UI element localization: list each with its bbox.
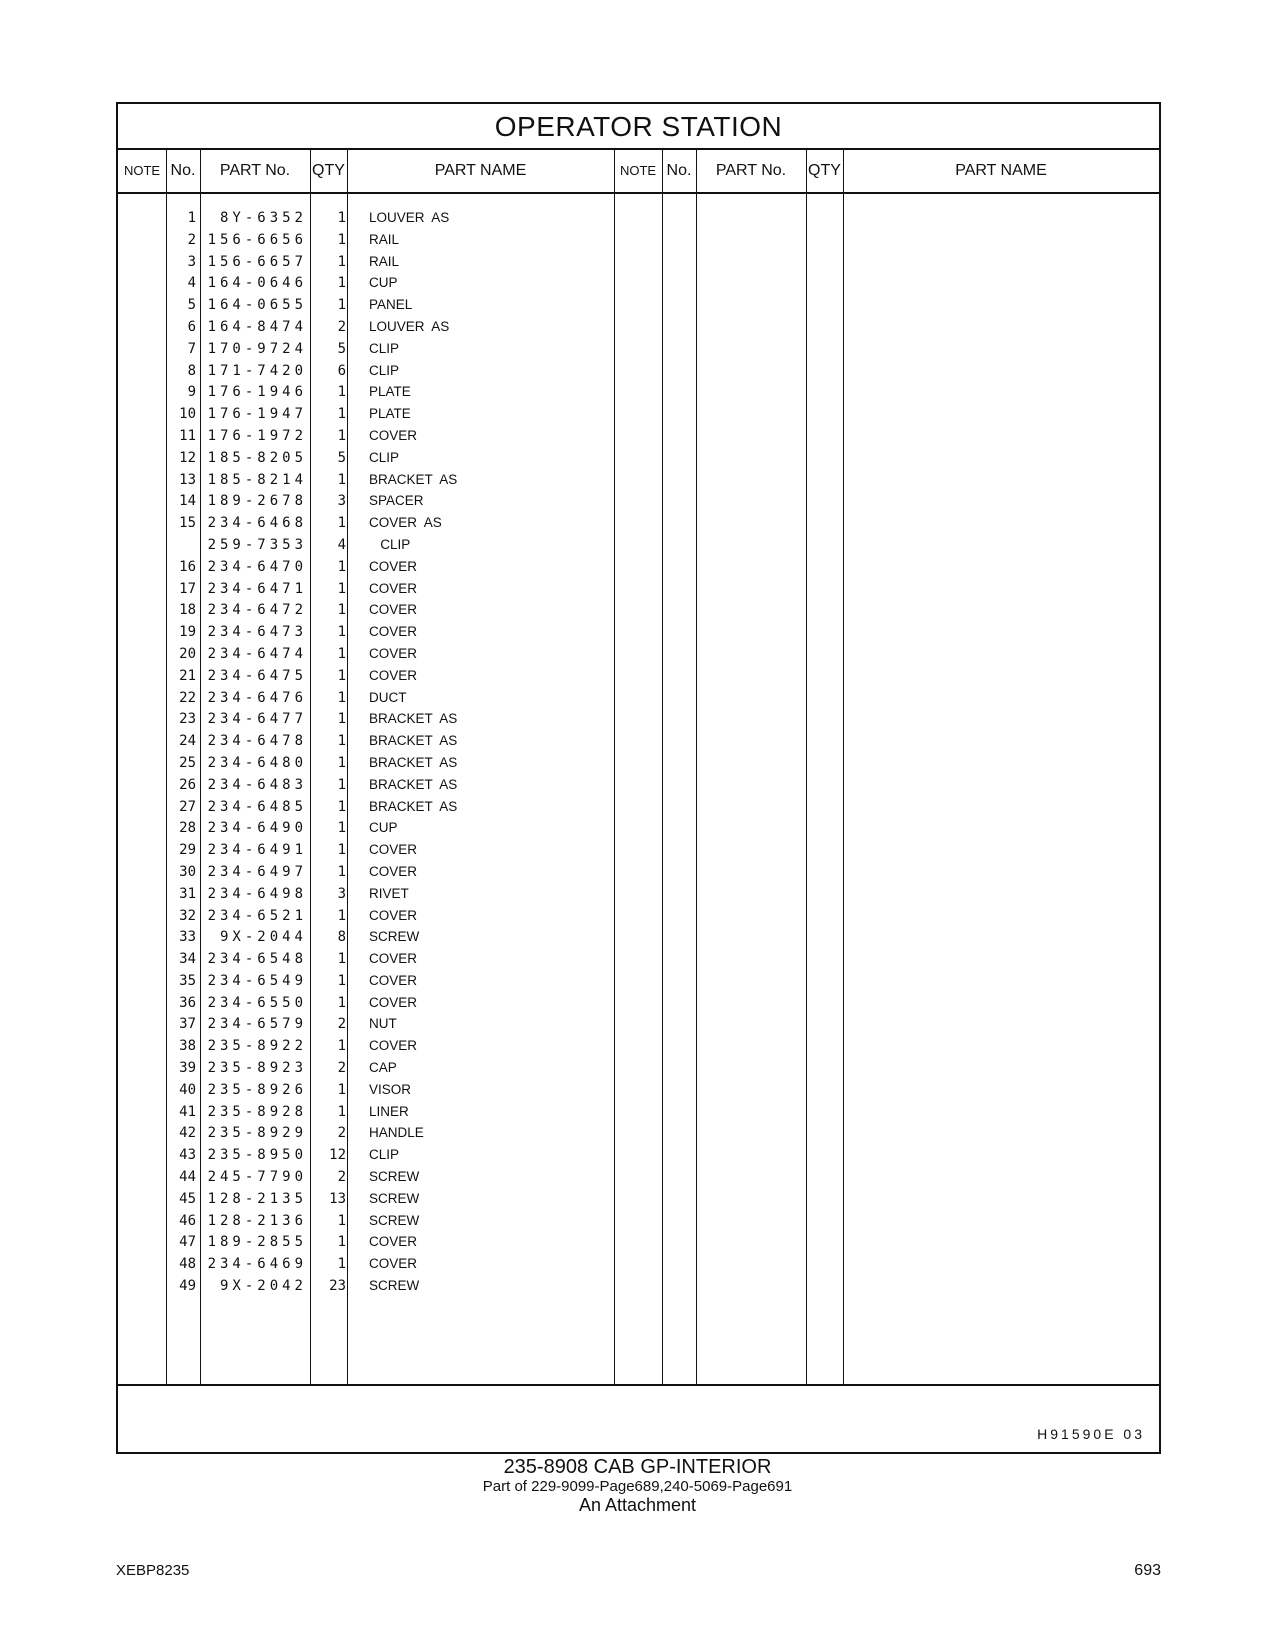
document-id: XEBP8235 (116, 1562, 190, 1579)
part-name: BRACKET AS (369, 471, 458, 487)
part-number: 189-2855 (207, 1234, 307, 1251)
table-row (118, 535, 1159, 557)
table-row (118, 1232, 1159, 1254)
part-name: NUT (369, 1016, 397, 1032)
part-item-number: 35 (179, 972, 196, 989)
part-name: COVER (369, 624, 418, 640)
part-name: BRACKET AS (369, 711, 458, 727)
part-number: 234-6579 (207, 1016, 307, 1033)
part-number: 164-0655 (207, 297, 307, 314)
table-row (118, 1145, 1159, 1167)
table-row (118, 1036, 1159, 1058)
part-number: 234-6469 (207, 1256, 307, 1273)
table-row (118, 993, 1159, 1015)
table-row (118, 731, 1159, 753)
part-name: PANEL (369, 297, 413, 313)
part-item-number: 9 (187, 384, 196, 401)
table-row (118, 622, 1159, 644)
part-quantity: 6 (337, 362, 346, 379)
part-item-number: 2 (187, 231, 196, 248)
part-number: 171-7420 (207, 362, 307, 379)
part-number: 234-6478 (207, 733, 307, 750)
table-row (118, 949, 1159, 971)
part-name: RAIL (369, 231, 400, 247)
header-note: NOTE (123, 163, 161, 178)
part-number: 234-6548 (207, 951, 307, 968)
part-item-number: 45 (179, 1190, 196, 1207)
part-number: 234-6498 (207, 885, 307, 902)
part-item-number: 16 (179, 558, 196, 575)
part-number: 234-6480 (207, 754, 307, 771)
table-row (118, 513, 1159, 535)
part-quantity: 1 (337, 820, 346, 837)
part-number: 9X-2044 (219, 929, 307, 946)
part-quantity: 1 (337, 1038, 346, 1055)
table-row (118, 1189, 1159, 1211)
part-name: SCREW (369, 1169, 420, 1185)
table-row (118, 230, 1159, 252)
part-name: SCREW (369, 1190, 420, 1206)
part-quantity: 1 (337, 427, 346, 444)
table-row (118, 404, 1159, 426)
part-name: CLIP (369, 1147, 400, 1163)
part-item-number: 49 (179, 1278, 196, 1295)
part-number: 170-9724 (207, 340, 307, 357)
table-row (118, 927, 1159, 949)
part-item-number: 13 (179, 471, 196, 488)
header-part-no-right: PART No. (715, 162, 787, 179)
part-quantity: 1 (337, 210, 346, 226)
part-quantity: 1 (337, 1212, 346, 1229)
part-number: 185-8205 (207, 449, 307, 466)
part-name: COVER (369, 994, 418, 1010)
part-quantity: 1 (337, 1256, 346, 1273)
table-row (118, 906, 1159, 928)
table-row (118, 339, 1159, 361)
part-item-number: 44 (179, 1169, 196, 1186)
part-quantity: 2 (337, 1060, 346, 1077)
part-item-number: 26 (179, 776, 196, 793)
parts-list (118, 208, 1159, 1298)
part-quantity: 5 (337, 449, 346, 466)
table-row (118, 644, 1159, 666)
part-item-number: 28 (179, 820, 196, 837)
part-item-number: 6 (187, 318, 196, 335)
part-quantity: 1 (337, 754, 346, 771)
part-name: COVER (369, 667, 418, 683)
part-name: LOUVER AS (369, 318, 450, 334)
part-name: CUP (369, 820, 398, 836)
part-item-number: 23 (179, 711, 196, 728)
part-quantity: 1 (337, 1103, 346, 1120)
part-number: 156-6657 (207, 253, 307, 270)
header-part-name-right: PART NAME (955, 162, 1047, 179)
part-number: 245-7790 (207, 1169, 307, 1186)
part-item-number: 43 (179, 1147, 196, 1164)
part-quantity: 1 (337, 645, 346, 662)
part-quantity: 1 (337, 253, 346, 270)
part-item-number: 25 (179, 754, 196, 771)
part-item-number: 8 (187, 362, 196, 379)
part-quantity: 1 (337, 842, 346, 859)
part-name: COVER (369, 645, 418, 661)
table-row (118, 1167, 1159, 1189)
part-name: CLIP (369, 340, 400, 356)
part-name: CLIP (369, 449, 400, 465)
table-row (118, 579, 1159, 601)
part-quantity: 1 (337, 667, 346, 684)
part-number: 235-8929 (207, 1125, 307, 1142)
part-item-number: 22 (179, 689, 196, 706)
part-quantity: 1 (337, 515, 346, 532)
part-item-number: 5 (187, 297, 196, 314)
part-quantity: 2 (337, 1016, 346, 1033)
part-quantity: 3 (337, 493, 346, 510)
table-row (118, 600, 1159, 622)
part-quantity: 1 (337, 1081, 346, 1098)
part-number: 235-8922 (207, 1038, 307, 1055)
part-number: 234-6471 (207, 580, 307, 597)
header-no: No. (170, 162, 196, 179)
part-quantity: 1 (337, 907, 346, 924)
figure-caption (0, 1456, 1275, 1515)
part-item-number: 31 (179, 885, 196, 902)
part-number: 234-6472 (207, 602, 307, 619)
part-quantity: 1 (337, 689, 346, 706)
part-number: 185-8214 (207, 471, 307, 488)
part-quantity: 1 (337, 297, 346, 314)
table-row (118, 753, 1159, 775)
table-row (118, 491, 1159, 513)
part-quantity: 1 (337, 231, 346, 248)
part-name: PLATE (369, 384, 411, 400)
table-row (118, 1102, 1159, 1124)
part-name: RIVET (369, 885, 409, 901)
part-item-number: 47 (179, 1234, 196, 1251)
table-header-row (118, 150, 1159, 194)
header-qty: QTY (312, 162, 345, 179)
part-quantity: 5 (337, 340, 346, 357)
part-number: 8Y-6352 (219, 210, 307, 226)
table-row (118, 295, 1159, 317)
part-number: 234-6497 (207, 863, 307, 880)
part-item-number: 37 (179, 1016, 196, 1033)
header-part-name: PART NAME (434, 162, 527, 179)
part-name: SCREW (369, 929, 420, 945)
table-row (118, 818, 1159, 840)
part-item-number: 30 (179, 863, 196, 880)
part-name: COVER (369, 1256, 418, 1272)
table-row (118, 797, 1159, 819)
table-row (118, 1276, 1159, 1298)
part-item-number: 12 (179, 449, 196, 466)
part-name: PLATE (369, 406, 411, 422)
table-row (118, 709, 1159, 731)
part-item-number: 38 (179, 1038, 196, 1055)
part-name: BRACKET AS (369, 733, 458, 749)
part-number: 234-6468 (207, 515, 307, 532)
table-row (118, 317, 1159, 339)
part-item-number: 17 (179, 580, 196, 597)
caption-title: 235-8908 CAB GP-INTERIOR (503, 1456, 772, 1478)
part-item-number: 14 (179, 493, 196, 510)
part-item-number: 21 (179, 667, 196, 684)
part-name: CLIP (369, 362, 400, 378)
section-title: OPERATOR STATION (118, 104, 1159, 150)
part-number: 259-7353 (207, 536, 307, 553)
table-row (118, 862, 1159, 884)
part-item-number: 10 (179, 406, 196, 423)
part-item-number: 40 (179, 1081, 196, 1098)
part-quantity: 1 (337, 624, 346, 641)
part-number: 128-2135 (207, 1190, 307, 1207)
part-quantity: 1 (337, 1234, 346, 1251)
part-quantity: 1 (337, 711, 346, 728)
part-number: 176-1947 (207, 406, 307, 423)
part-quantity: 1 (337, 863, 346, 880)
table-row (118, 361, 1159, 383)
part-item-number: 34 (179, 951, 196, 968)
part-number: 9X-2042 (219, 1278, 307, 1295)
part-number: 164-0646 (207, 275, 307, 292)
part-name: BRACKET AS (369, 776, 458, 792)
part-item-number: 1 (187, 210, 196, 226)
part-item-number: 27 (179, 798, 196, 815)
table-row (118, 557, 1159, 579)
part-number: 176-1972 (207, 427, 307, 444)
part-name: COVER (369, 558, 418, 574)
part-item-number: 19 (179, 624, 196, 641)
part-quantity: 2 (337, 318, 346, 335)
part-number: 234-6473 (207, 624, 307, 641)
table-bottom-rule (118, 1384, 1159, 1386)
table-row (118, 1058, 1159, 1080)
part-number: 234-6475 (207, 667, 307, 684)
part-name: COVER (369, 951, 418, 967)
part-name: COVER (369, 907, 418, 923)
part-name: COVER (369, 580, 418, 596)
table-row (118, 1014, 1159, 1036)
part-item-number: 41 (179, 1103, 196, 1120)
part-number: 234-6477 (207, 711, 307, 728)
table-row (118, 666, 1159, 688)
table-row (118, 1211, 1159, 1233)
part-item-number: 7 (187, 340, 196, 357)
part-name: LINER (369, 1103, 409, 1119)
part-quantity: 8 (337, 929, 346, 946)
table-row (118, 426, 1159, 448)
table-row (118, 971, 1159, 993)
part-name: COVER (369, 602, 418, 618)
part-item-number: 42 (179, 1125, 196, 1142)
header-note-right: NOTE (619, 163, 657, 178)
table-row (118, 1254, 1159, 1276)
part-number: 189-2678 (207, 493, 307, 510)
part-item-number: 11 (179, 427, 196, 444)
part-item-number: 20 (179, 645, 196, 662)
part-quantity: 4 (337, 536, 346, 553)
header-no-right: No. (666, 162, 692, 179)
part-name: BRACKET AS (369, 754, 458, 770)
table-row (118, 1123, 1159, 1145)
part-quantity: 1 (337, 798, 346, 815)
table-row (118, 208, 1159, 230)
part-quantity: 2 (337, 1125, 346, 1142)
part-name: SCREW (369, 1212, 420, 1228)
sheet-code: H91590E 03 (1037, 1426, 1145, 1442)
part-name: COVER (369, 427, 418, 443)
part-quantity: 1 (337, 776, 346, 793)
part-name: CUP (369, 275, 398, 291)
part-quantity: 1 (337, 406, 346, 423)
part-quantity: 1 (337, 384, 346, 401)
part-quantity: 1 (337, 994, 346, 1011)
header-qty-right: QTY (808, 162, 841, 179)
part-quantity: 1 (337, 733, 346, 750)
table-row (118, 470, 1159, 492)
part-quantity: 1 (337, 951, 346, 968)
part-name: COVER (369, 842, 418, 858)
part-quantity: 1 (337, 275, 346, 292)
part-quantity: 1 (337, 602, 346, 619)
part-quantity: 3 (337, 885, 346, 902)
part-number: 176-1946 (207, 384, 307, 401)
part-number: 234-6483 (207, 776, 307, 793)
table-row (118, 1080, 1159, 1102)
part-name: COVER (369, 863, 418, 879)
table-row (118, 884, 1159, 906)
part-quantity: 2 (337, 1169, 346, 1186)
part-item-number: 36 (179, 994, 196, 1011)
part-name: CLIP (369, 536, 411, 552)
part-item-number: 29 (179, 842, 196, 859)
part-name: SCREW (369, 1278, 420, 1294)
part-item-number: 33 (179, 929, 196, 946)
part-name: HANDLE (369, 1125, 424, 1141)
part-quantity: 1 (337, 471, 346, 488)
part-number: 234-6470 (207, 558, 307, 575)
caption-part-of: Part of 229-9099-Page689,240-5069-Page691 (482, 1478, 793, 1495)
part-name: DUCT (369, 689, 407, 705)
part-name: BRACKET AS (369, 798, 458, 814)
part-name: RAIL (369, 253, 400, 269)
part-number: 234-6490 (207, 820, 307, 837)
part-number: 234-6549 (207, 972, 307, 989)
header-part-no: PART No. (219, 162, 291, 179)
part-number: 234-6521 (207, 907, 307, 924)
part-number: 234-6485 (207, 798, 307, 815)
part-name: VISOR (369, 1081, 412, 1097)
part-item-number: 3 (187, 253, 196, 270)
part-item-number: 18 (179, 602, 196, 619)
part-name: LOUVER AS (369, 210, 450, 225)
part-number: 235-8926 (207, 1081, 307, 1098)
part-name: SPACER (369, 493, 424, 509)
part-item-number: 48 (179, 1256, 196, 1273)
part-name: COVER (369, 1038, 418, 1054)
table-row (118, 448, 1159, 470)
table-row (118, 382, 1159, 404)
table-row (118, 775, 1159, 797)
table-row (118, 840, 1159, 862)
part-item-number: 15 (179, 515, 196, 532)
part-name: COVER (369, 972, 418, 988)
part-number: 156-6656 (207, 231, 307, 248)
part-item-number: 46 (179, 1212, 196, 1229)
caption-attachment: An Attachment (578, 1495, 697, 1515)
part-number: 235-8950 (207, 1147, 307, 1164)
table-row (118, 252, 1159, 274)
part-number: 235-8928 (207, 1103, 307, 1120)
part-number: 234-6474 (207, 645, 307, 662)
part-quantity: 13 (329, 1190, 346, 1207)
page-number: 693 (1134, 1562, 1161, 1579)
part-quantity: 1 (337, 972, 346, 989)
part-name: COVER (369, 1234, 418, 1250)
part-number: 164-8474 (207, 318, 307, 335)
part-number: 235-8923 (207, 1060, 307, 1077)
part-name: CAP (369, 1060, 397, 1076)
part-item-number: 32 (179, 907, 196, 924)
part-quantity: 12 (329, 1147, 346, 1164)
table-row (118, 273, 1159, 295)
part-number: 234-6491 (207, 842, 307, 859)
parts-sheet (116, 102, 1161, 1454)
part-item-number: 4 (187, 275, 196, 292)
part-number: 128-2136 (207, 1212, 307, 1229)
part-item-number: 39 (179, 1060, 196, 1077)
part-item-number: 24 (179, 733, 196, 750)
part-name: COVER AS (369, 515, 442, 531)
table-row (118, 688, 1159, 710)
part-quantity: 23 (329, 1278, 346, 1295)
part-number: 234-6550 (207, 994, 307, 1011)
part-quantity: 1 (337, 558, 346, 575)
part-number: 234-6476 (207, 689, 307, 706)
part-quantity: 1 (337, 580, 346, 597)
